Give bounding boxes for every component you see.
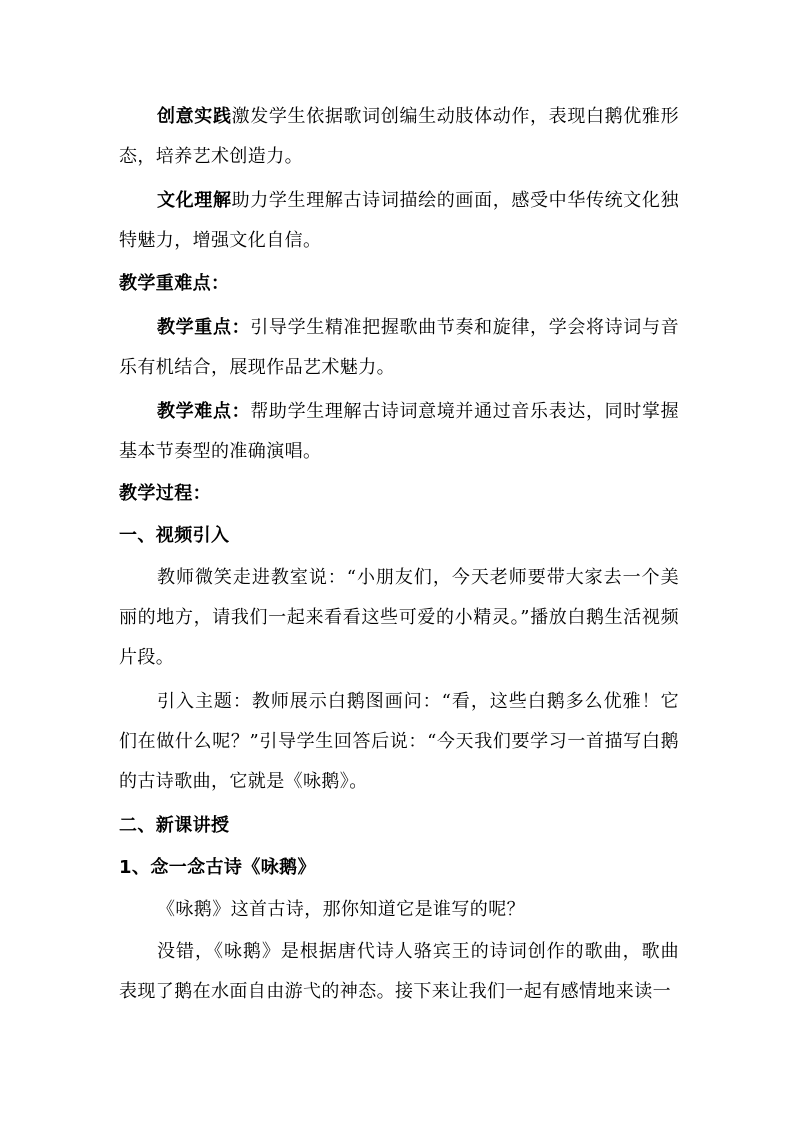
difficult-point-label: 教学难点： (157, 401, 251, 422)
process-heading: 教学过程： (119, 483, 211, 504)
key-point-text: 引导学生精准把握歌曲节奏和旋律，学会将诗词与音乐有机结合，展现作品艺术魅力。 (119, 317, 680, 378)
cultural-understanding-text: 助力学生理解古诗词描绘的画面，感受中华传统文化独特魅力，增强文化自信。 (119, 190, 679, 251)
creative-practice-text: 激发学生依据歌词创编生动肢体动作，表现白鹅优雅形态，培养艺术创造力。 (119, 106, 679, 167)
key-point-label: 教学重点： (157, 317, 251, 338)
part1-paragraph-1: 教师微笑走进教室说：“小朋友们，今天老师要带大家去一个美丽的地方，请我们一起来看看这些可爱的小精灵。”播放白鹅生活视频片段。 (119, 567, 679, 668)
creative-practice-paragraph (119, 97, 679, 177)
difficult-point-paragraph (119, 392, 679, 472)
difficult-point-text: 帮助学生理解古诗词意境并通过音乐表达，同时掌握基本节奏型的准确演唱。 (119, 401, 680, 462)
creative-practice-label: 创意实践 (157, 106, 232, 127)
part1-heading: 一、视频引入 (119, 525, 230, 546)
sub1-paragraph-2: 没错，《咏鹅》是根据唐代诗人骆宾王的诗词创作的歌曲，歌曲表现了鹅在水面自由游弋的神态。接下来让我们一起有感情地来读一 (119, 941, 679, 1002)
key-difficult-heading: 教学重难点： (119, 273, 230, 294)
key-point-paragraph (119, 308, 679, 388)
cultural-understanding-paragraph (119, 181, 679, 261)
cultural-understanding-label: 文化理解 (157, 190, 232, 211)
part1-paragraph-2: 引入主题：教师展示白鹅图画问：“看，这些白鹅多么优雅！它们在做什么呢？”引导学生回答后说：“今天我们要学习一首描写白鹅的古诗歌曲，它就是《咏鹅》。 (119, 691, 679, 792)
sub1-heading: 1、念一念古诗《咏鹅》 (119, 857, 316, 878)
part2-heading: 二、新课讲授 (119, 815, 230, 836)
sub1-paragraph-1: 《咏鹅》这首古诗，那你知道它是谁写的呢？ (157, 899, 525, 920)
